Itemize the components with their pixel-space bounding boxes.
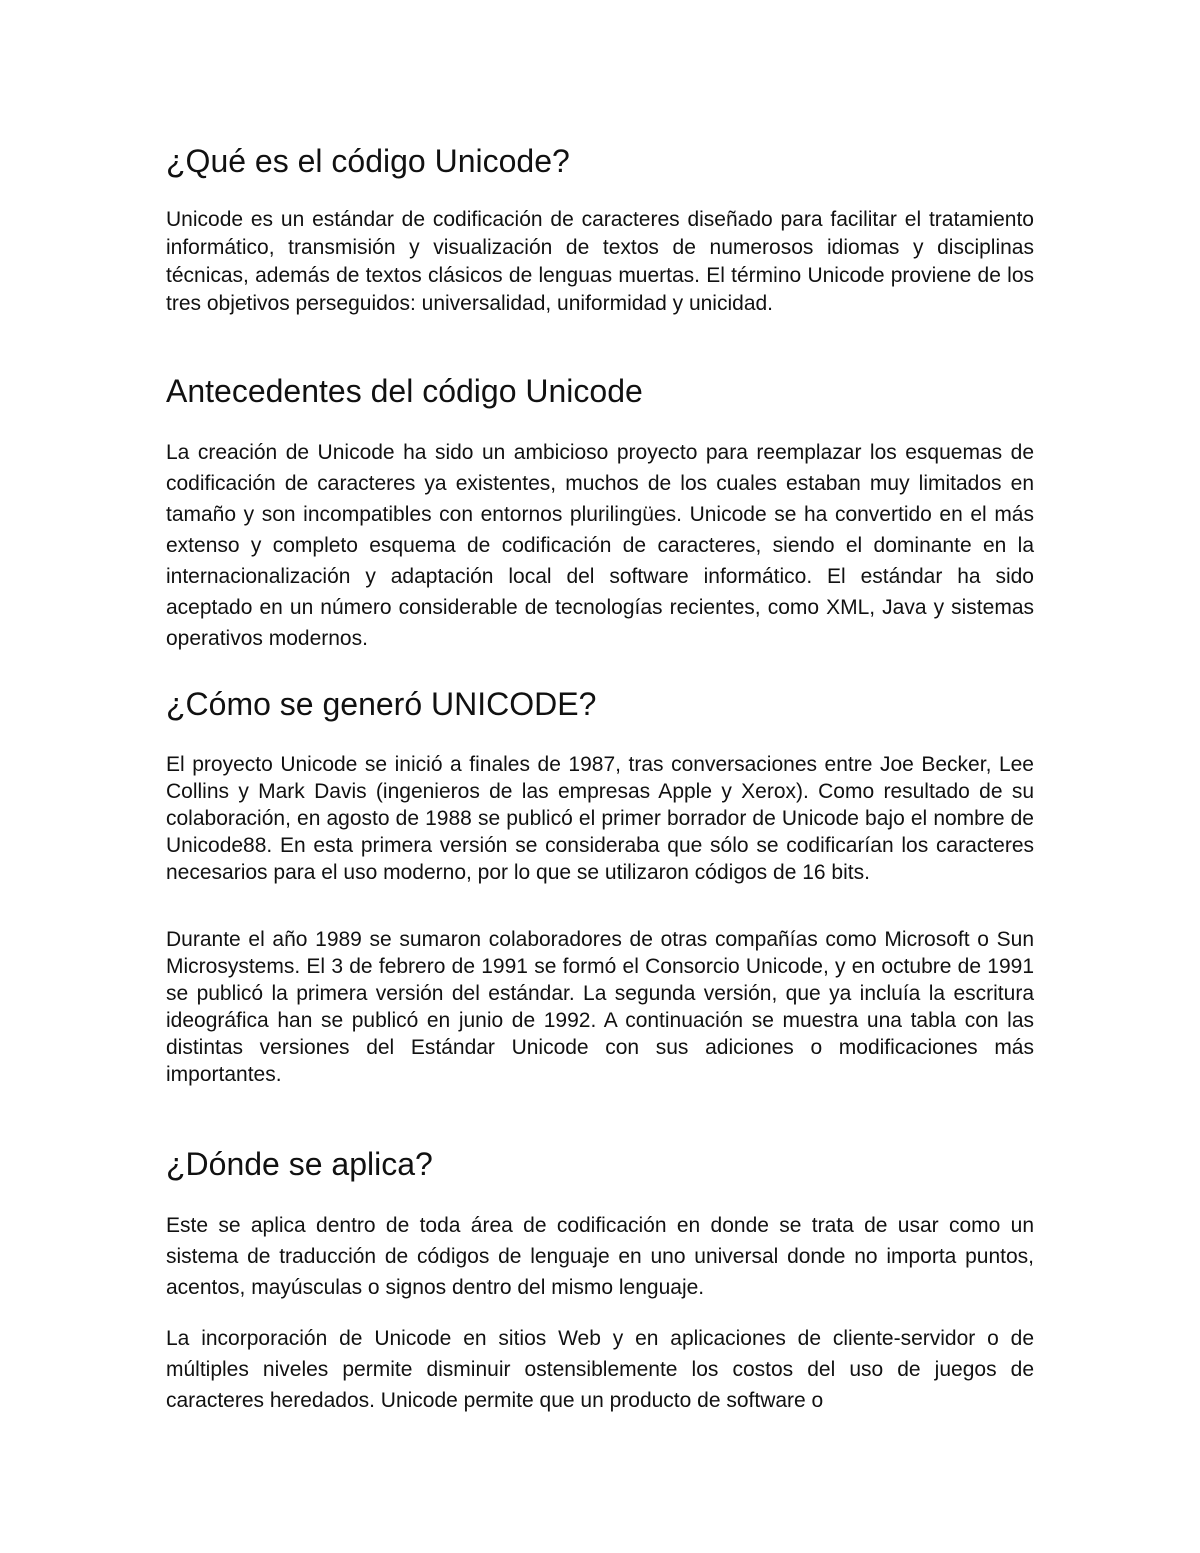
paragraph-consorcio: Durante el año 1989 se sumaron colaboradores de otras compañías como Microsoft o Sun Microsystems. El 3 de febrero de 1991 se formó el Consorcio Unicode, y en octubre de 1991 se publicó la primera versión del estándar. La segunda versión, que ya incluía la escritura ideográfica han se publicó en junio de 1992. A continuación se muestra una tabla con las distintas versiones del Estándar Unicode con sus adiciones o modificaciones más importantes. <box>166 928 1034 1086</box>
paragraph-antecedentes: La creación de Unicode ha sido un ambicioso proyecto para reemplazar los esquemas de codificación de caracteres ya existentes, muchos de los cuales estaban muy limitados en tamaño y son incompatibles con entornos plurilingües. Unicode se ha convertido en el más extenso y completo esquema de codificación de caracteres, siendo el dominante en la internacionalización y adaptación local del software informático. El estándar ha sido aceptado en un número considerable de tecnologías recientes, como XML, Java y sistemas operativos modernos. <box>166 441 1034 650</box>
paragraph-definition: Unicode es un estándar de codificación de caracteres diseñado para facilitar el tratamiento informático, transmisión y visualización de textos de numerosos idiomas y disciplinas técnicas, además de textos clásicos de lenguas muertas. El término Unicode proviene de los tres objetivos perseguidos: universalidad, uniformidad y unicidad. <box>166 208 1034 315</box>
section-heading-donde-se-aplica: ¿Dónde se aplica? <box>166 1146 433 1182</box>
paragraph-origen-proyecto: El proyecto Unicode se inició a finales de 1987, tras conversaciones entre Joe Becker, Lee Collins y Mark Davis (ingenieros de las empresas Apple y Xerox). Como resultado de su colaboración, en agosto de 1988 se publicó el primer borrador de Unicode bajo el nombre de Unicode88. En esta primera versión se consideraba que sólo se codificarían los caracteres necesarios para el uso moderno, por lo que se utilizaron códigos de 16 bits. <box>166 753 1034 884</box>
paragraph-aplicacion: Este se aplica dentro de toda área de codificación en donde se trata de usar como un sistema de traducción de códigos de lenguaje en uno universal donde no importa puntos, acentos, mayúsculas o signos dentro del mismo lenguaje. <box>166 1214 1034 1299</box>
section-heading-como-se-genero: ¿Cómo se generó UNICODE? <box>166 686 597 722</box>
paragraph-incorporacion-web: La incorporación de Unicode en sitios Web y en aplicaciones de cliente-servidor o de múltiples niveles permite disminuir ostensiblemente los costos del uso de juegos de caracteres heredados. Unicode permite que un producto de software o <box>166 1327 1034 1412</box>
section-heading-que-es-unicode: ¿Qué es el código Unicode? <box>166 143 570 179</box>
section-heading-antecedentes: Antecedentes del código Unicode <box>166 373 643 409</box>
